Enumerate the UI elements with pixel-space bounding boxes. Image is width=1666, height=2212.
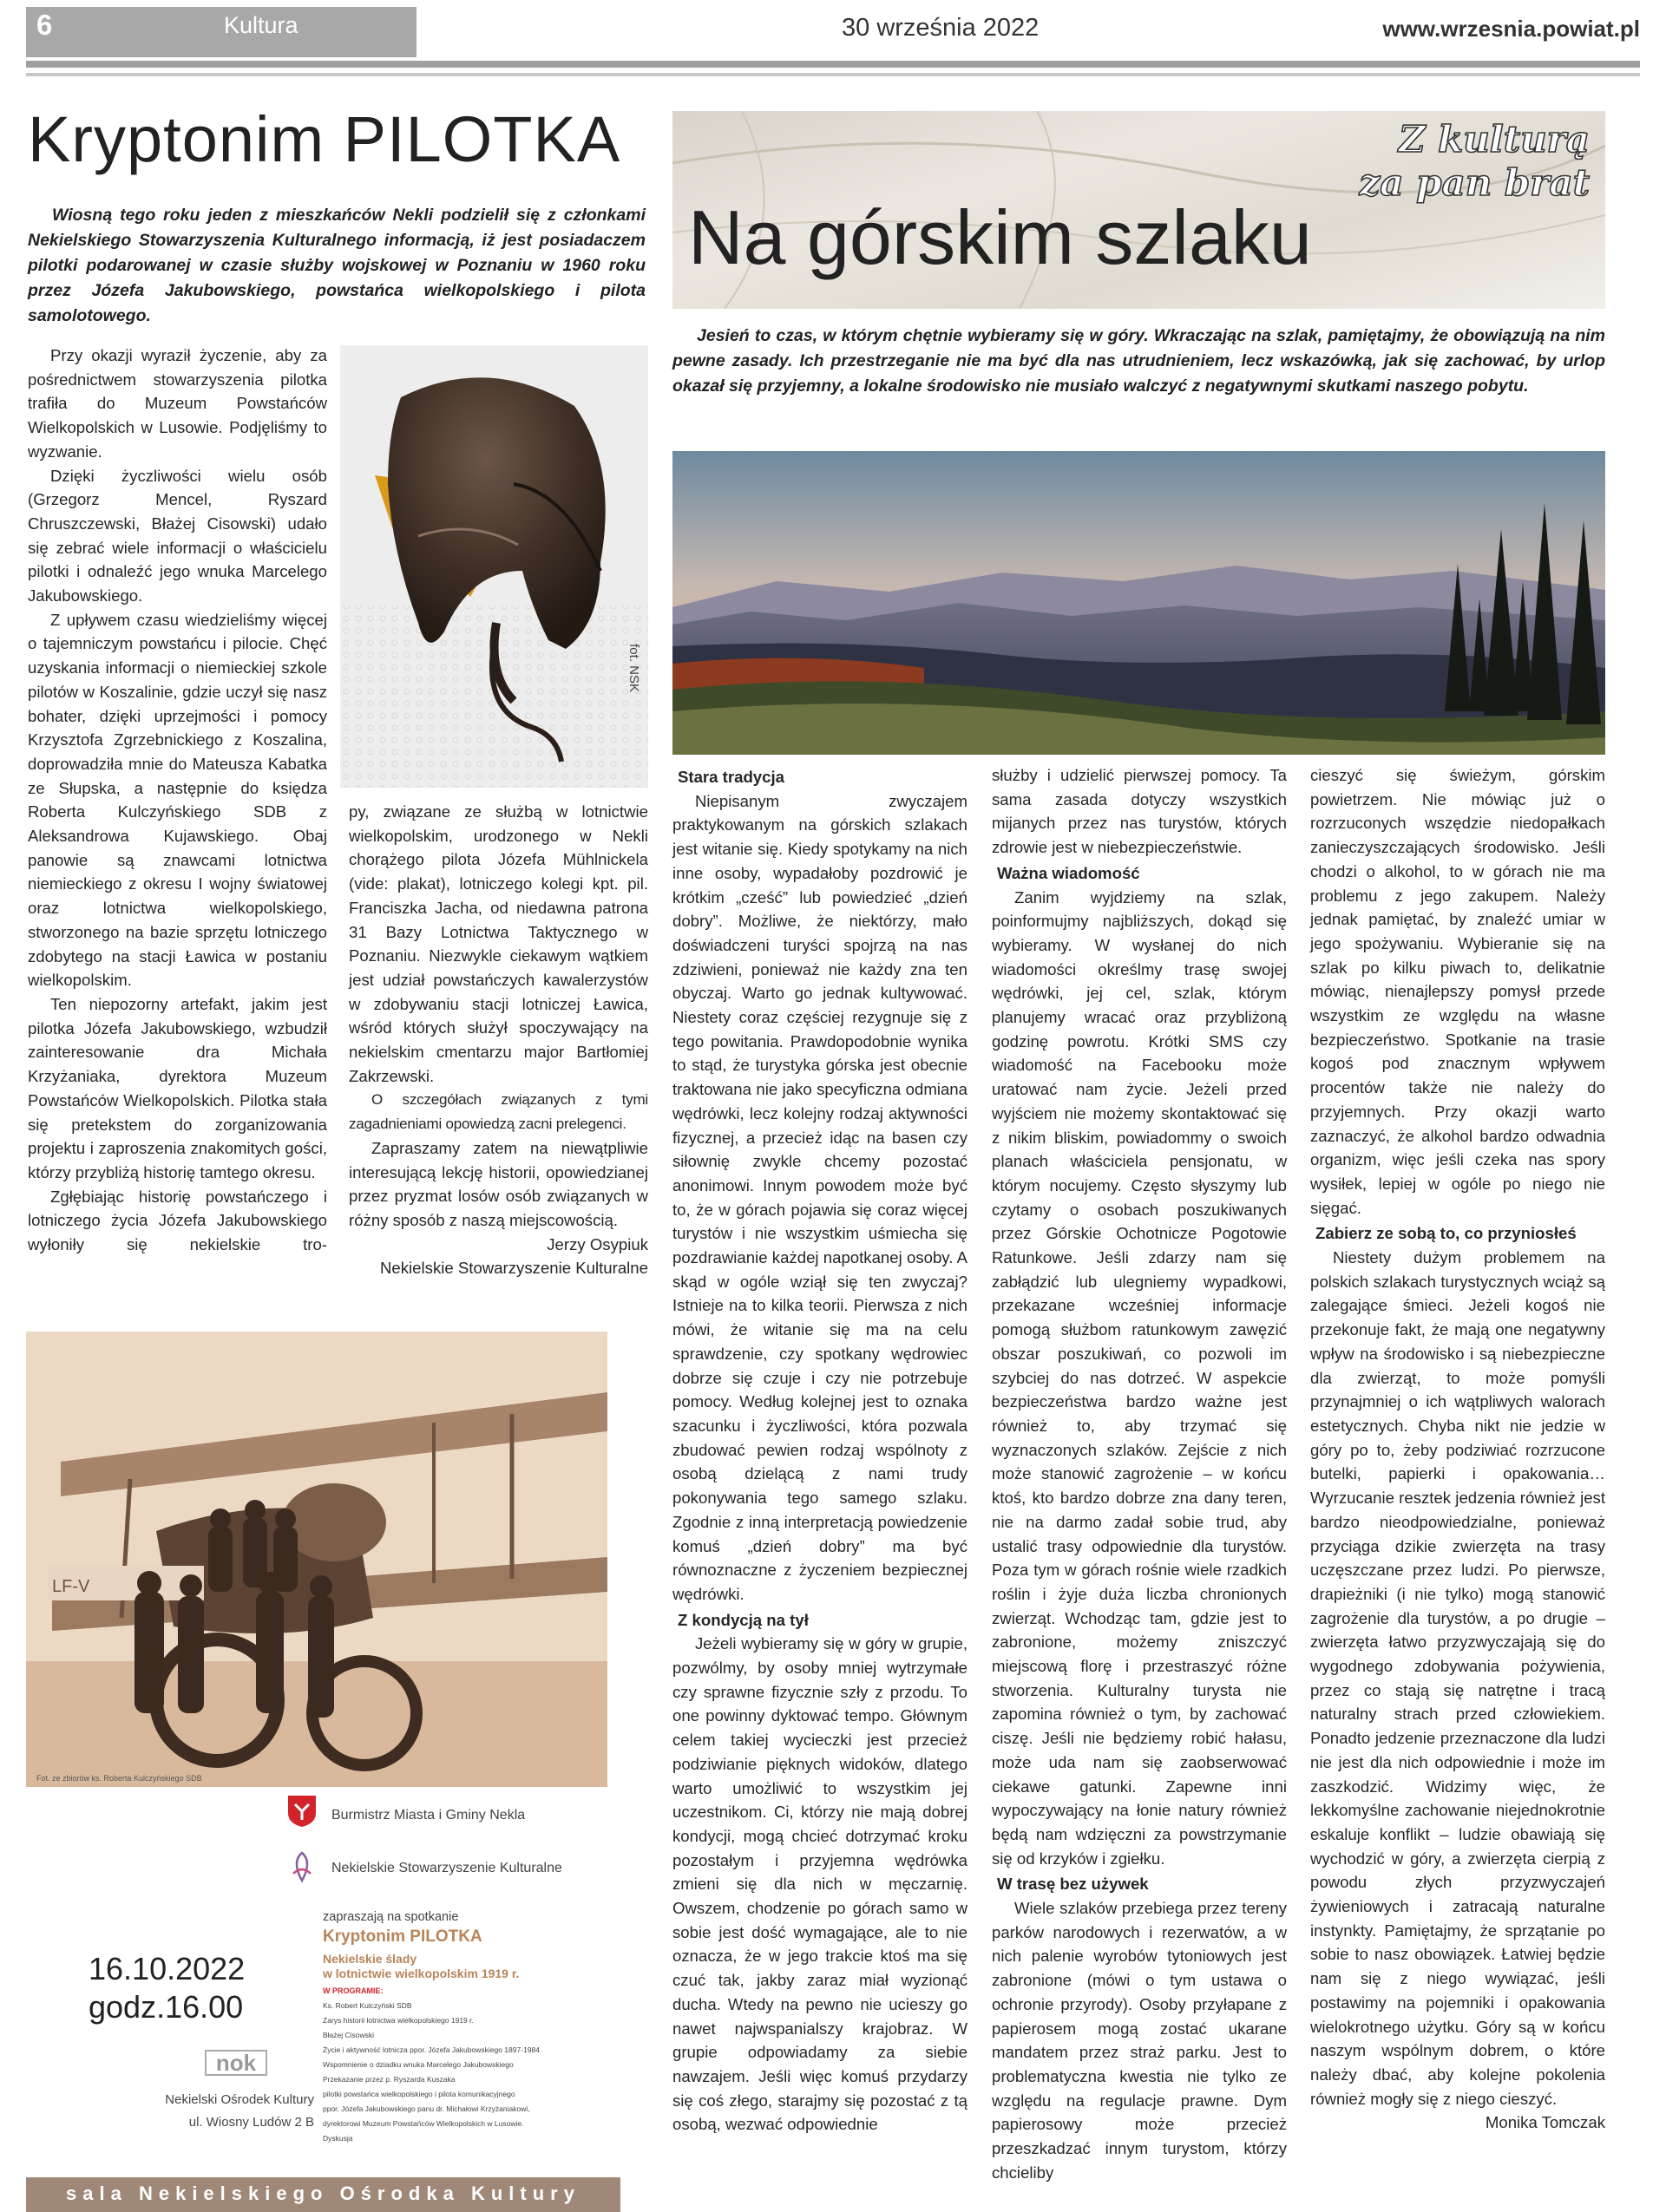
article2-paragraph: cieszyć się świeżym, górskim powietrzem. Nie mówiąc już o rozrzuconych wszędzie niedopałkach zanieczyszczających środowisko. Jeśli chodzi o alkohol, to w górach nie ma problemu z jego zakupem. Należy jednak pamiętać, by znaleźć umiar w jego spożywaniu. Wybieranie się na szlak po kilku piwach to, delikatnie mówiąc, nienajlepszy pomysł przede wszystkim ze względu na własne bezpieczeństwo. Spotkanie na trasie kogoś pod znacznym wpływem procentów także nie należy do przyjemnych. Przy okazji warto zaznaczyć, że alkohol bardzo odwadnia organizm, więc jeśli czeka nas spory wysiłek, lepiej w ogóle po niego nie sięgać. <box>1310 766 1605 1217</box>
poster-program-item: pilotki powstańca wielkopolskiego i pilota komunikacyjnego <box>323 2090 515 2098</box>
event-poster <box>26 1787 620 2212</box>
poster-program-item: Błażej Cisowski <box>323 2031 375 2039</box>
article1-paragraph: Ten niepozorny artefakt, jakim jest pilotka Józefa Jakubowskiego, wzbudził zainteresowanie dra Michała Krzyżaniaka, dyrektora Muzeum Powstańców Wielkopolskich. Pilotka stała się pretekstem do zorganizowania projektu i zaproszenia znakomitych gości, którzy przybliżą historię tamtego okresu. <box>28 994 327 1181</box>
page-header <box>26 0 1640 59</box>
section-heading: W trasę bez używek <box>997 1875 1149 1894</box>
poster-program-label: W PROGRAMIE: <box>323 1986 384 1995</box>
section-heading: Z kondycją na tył <box>678 1610 809 1629</box>
article2-paragraph: Niepisanym zwyczajem praktykowanym na górskich szlakach jest witanie się. Kiedy spotykamy na nich inne osoby, wypadałoby pozdrowić je krótkim „cześć” lub powiedzieć „dzień dobry”. Możliwe, że niektórzy, mało doświadczeni turyści spojrzą na nas zdziwieni, ponieważ nie każdy zna ten obyczaj. Warto go jednak kultywować. Niestety coraz częściej rezygnuje się z tego powitania. Prawdopodobnie wynika to stąd, że turystyka górska jest obecnie traktowana nie jako specyficzna odmiana wędrówki, lecz kolejny rodzaj aktywności fizycznej, a przecież idąc na basen czy siłownię zwykle chcemy pozostać anonimowi. Innym powodem może być to, że w górach pojawia się coraz więcej turystów i nie wszystkim uśmiecha się pozdrawianie każdej napotkanej osoby. A skąd w ogóle wziął się ten zwyczaj? Istnieje na to kilka teorii. Pierwsza z nich mówi, że witanie się ma na celu sprawdzenie, czy spotkany wędrowiec dobrze się czuje i czy nie potrzebuje pomocy. Według kolejnej jest to oznaka szacunku i życzliwości, która pozwala zbudować pewien rodzaj wspólnoty z osobą dzielącą z nami trudy pokonywania tego samego szlaku. Zgodnie z inną interpretacją powiedzenie komuś „dzień dobry” ma być równoznaczne z życzeniem bezpiecznej wędrówki. <box>672 791 967 1603</box>
poster-program-item: Zarys historii lotnictwa wielkopolskiego 1919 r. <box>323 2016 474 2025</box>
section-heading: Stara tradycja <box>678 768 784 786</box>
article1-paragraph: Dzięki życzliwości wielu osób (Grzegorz Mencel, Ryszard Chruszczewski, Błażej Cisowski) udało się zebrać wiele informacji o właścicielu pilotki i odnaleźć jego wnuka Marcelego Jakubowskiego. <box>28 466 327 605</box>
section-heading: Ważna wiadomość <box>997 863 1140 882</box>
poster-subtitle1: Nekielskie ślady <box>323 1952 417 1966</box>
article1-column-2 <box>349 800 648 1280</box>
poster-program-item: ppor. Józefa Jakubowskiego panu dr. Michałowi Krzyżaniakowi, <box>323 2104 530 2113</box>
section-tab <box>26 7 416 57</box>
article2-column-2 <box>992 763 1287 2184</box>
article1-title: Kryptonim PILOTKA <box>28 103 621 175</box>
article1-author-org: Nekielskie Stowarzyszenie Kulturalne <box>379 1259 648 1278</box>
header-rule <box>26 61 1640 68</box>
article2-column-1 <box>672 763 967 2137</box>
header-rule-thin <box>26 73 1640 76</box>
article1-paragraph: Z upływem czasu wiedzieliśmy więcej o tajemniczym powstańcu i pilocie. Chęć uzyskania informacji o niemieckiej szkole pilotów w Koszalinie, gdzie uczył się nasz bohater, dzięki uprzejmości i pomocy Krzysztofa Zgrzebnickiego z Koszalina, doprowadziła mnie do Mateusza Kabatka ze Słupska, a następnie do księdza Roberta Kulczyńskiego SDB z Aleksandrowa Kujawskiego. Obaj panowie są znawcami lotnictwa niemieckiego z okresu I wojny światowej oraz lotnictwa wielkopolskiego, stworzonego na bazie sprzętu lotniczego zdobytego na stacji Ławica w postaniu wielkopolskim. <box>28 610 327 990</box>
article1-paragraph: Przy okazji wyraził życzenie, aby za pośrednictwem stowarzyszenia pilotka trafiła do Muzeum Powstańców Wielkopolskich w Lusowie. Podjęliśmy to wyzwanie. <box>28 346 327 461</box>
poster-program <box>323 1999 609 2146</box>
page-number: 6 <box>36 9 53 41</box>
poster-venue1: Nekielski Ośrodek Kultury <box>165 2092 314 2107</box>
series-tagline <box>1359 118 1590 205</box>
poster-time: godz.16.00 <box>89 1989 244 2025</box>
issue-date: 30 września 2022 <box>842 14 1040 42</box>
nekla-coat-of-arms-icon <box>286 1794 318 1829</box>
poster-program-item: Ks. Robert Kulczyński SDB <box>323 2001 412 2010</box>
poster-footer-bar <box>26 2177 620 2212</box>
svg-text:LF-V: LF-V <box>52 1577 90 1596</box>
article2-lead <box>672 324 1605 399</box>
biplane-image <box>26 1332 607 1787</box>
article2-banner <box>672 111 1605 309</box>
section-name: Kultura <box>224 12 298 38</box>
poster-footer: sala Nekielskiego Ośrodka Kultury <box>66 2183 580 2204</box>
biplane-photo <box>26 1332 607 1787</box>
poster-program-item: Przekazanie przez p. Ryszarda Kuszaka <box>323 2075 456 2084</box>
article1-paragraph: py, związane ze służbą w lotnictwie wielkopolskim, urodzonego w Nekli chorążego pilota Józefa Mühlnickela (vide: plakat), lotniczego kolegi kpt. pil. Franciszka Jacha, od niedawna patrona 31 Bazy Lotnictwa Taktycznego w Poznaniu. Niezwykle ciekawym wątkiem jest udział powstańczych kawalerzystów w zdobywaniu stacji lotniczej Ławica, wśród których służył spoczywający na nekielskim cmentarzu major Bartłomiej Zakrzewski. <box>349 802 648 1085</box>
series-tagline-1: Z kulturą <box>1398 118 1590 160</box>
article1-lead <box>28 203 646 329</box>
pilot-helmet-image <box>340 345 648 788</box>
article1-lead-text: Wiosną tego roku jeden z mieszkańców Nekli podzielił się z członkami Nekielskiego Stowarzyszenia Kulturalnego informacją, iż jest posiadaczem pilotki podarowanej w czasie służby wojskowej w Poznaniu w 1960 roku przez Józefa Jakubowskiego, powstańca wielkopolskiego i pilota samolotowego. <box>28 206 646 325</box>
poster-program-item: dyrektorowi Muzeum Powstańców Wielkopolskich w Lusowie. <box>323 2119 524 2128</box>
website-link[interactable]: www.wrzesnia.powiat.pl <box>1382 16 1640 42</box>
article1-column-1 <box>28 344 327 1257</box>
article2-author: Monika Tomczak <box>1485 2113 1605 2132</box>
mountain-photo <box>672 451 1605 755</box>
poster-title: Kryptonim PILOTKA <box>323 1927 482 1946</box>
article2-paragraph: Jeżeli wybieramy się w góry w grupie, pozwólmy, by osoby mniej wytrzymałe czy sprawne fizycznie szły z przodu. To one powinny dyktować tempo. Głównym celem takiej wycieczki jest przecież podziwianie pięknych widoków, dlatego warto umożliwić to wszystkim jej uczestnikom. Ci, którzy nie mają dobrej kondycji, mogą chcieć dotrzymać kroku pozostałym i przyjemna wędrówka zmieni się dla nich w męczarnię. Owszem, chodzenie po górach samo w sobie jest dość wymagające, ale to nie oznacza, że w jego trakcie ktoś ma się czuć tak, jakby zaraz miał wyzionąć ducha. Wtedy na pewno nie ucieszy go nawet najwspanialszy krajobraz. W grupie odpowiadamy za siebie nawzajem. Jeśli więc komuś przydarzy się coś złego, starajmy się pozostać z tą osobą, wezwać odpowiednie <box>672 1634 967 2134</box>
nsk-logo-icon <box>286 1849 318 1884</box>
poster-invite: zapraszają na spotkanie <box>323 1910 459 1924</box>
article1-paragraph: Zgłębiając historię powstańczego i lotniczego życia Józefa Jakubowskiego wyłoniły się nekielskie tro- <box>28 1187 327 1254</box>
helmet-photo-credit: fot. NSK <box>626 644 641 692</box>
poster-program-item: Życie i aktywność lotnicza ppor. Józefa Jakubowskiego 1897-1984 <box>323 2045 540 2054</box>
article2-column-3 <box>1310 763 1605 2135</box>
article2-paragraph: Niestety dużym problemem na polskich szlakach turystycznych wciąż są zalegające śmieci. Jeżeli kogoś nie przekonuje fakt, że mają one negatywny wpływ na środowisko i są niebezpieczne dla zwierząt, to może pomyśli przynajmniej o ich wątpliwych walorach estetycznych. Chyba nikt nie jedzie w góry po to, żeby podziwiać rozrzucone butelki, papierki i opakowania… Wyrzucanie resztek jedzenia również jest bardzo nieodpowiedzialne, ponieważ przyciąga dzikie zwierzęta na trasy uczęszczane przez ludzi. Po pierwsze, drapieżniki (i nie tylko) mogą stanowić zagrożenie dla turystów, a po drugie – zwierzęta łatwo przyzwyczajają się do wygodnego zdobywania pożywienia, przez co stają się natrętne i tracą naturalny strach przed człowiekiem. Ponadto jedzenie przeznaczone dla ludzi nie jest dla nich odpowiednie i może im zaszkodzić. Widzimy więc, że lekkomyślne zachowanie niejednokrotnie eskaluje konflikt – ludzie obawiają się wychodzić w góry, a zwierzęta cierpią z powodu złych przyzwyczajeń żywieniowych i zatracają naturalne instynkty. Pamiętajmy, że sprzątanie po sobie to nasz obowiązek. Łatwiej będzie nam się z niego wywiązać, jeśli postawimy na pojemniki i opakowania wielokrotnego użytku. Góry są w końcu naszym wspólnym dobrem, o które należy dbać, aby kolejne pokolenia również mogły się z niego cieszyć. <box>1310 1248 1605 2108</box>
poster-org2: Nekielskie Stowarzyszenie Kulturalne <box>331 1861 562 1875</box>
series-tagline-2: za pan brat <box>1359 161 1590 204</box>
section-heading: Zabierz ze sobą to, co przyniosłeś <box>1315 1224 1577 1243</box>
poster-venue2: ul. Wiosny Ludów 2 B <box>188 2115 314 2130</box>
article2-lead-text: Jesień to czas, w którym chętnie wybieramy się w góry. Wkraczając na szlak, pamiętajmy, że obowiązują na nim pewne zasady. Ich przestrzeganie nie ma być dla nas utrudnieniem, lecz wskazówką, jak się zachować, by urlop okazał się przyjemny, a lokalne środowisko nie musiało walczyć z negatywnymi skutkami naszego pobytu. <box>672 326 1605 396</box>
poster-subtitle2: w lotnictwie wielkopolskim 1919 r. <box>323 1967 520 1980</box>
article1-paragraph: Zapraszamy zatem na niewątpliwie interesującą lekcję historii, opowiedzianej przez pryzmat losów osób związanych w różny sposób z naszą miejscowością. <box>349 1138 648 1229</box>
nok-logo: nok <box>205 2050 267 2076</box>
poster-program-item: Wspomnienie o dziadku wnuka Marcelego Jakubowskiego <box>323 2060 514 2069</box>
poster-program-item: Dyskusja <box>323 2134 353 2143</box>
helmet-photo <box>340 345 648 788</box>
article2-paragraph: Wiele szlaków przebiega przez tereny parków narodowych i rezerwatów, a w nich palenie wyrobów tytoniowych jest zabronione (mówi o tym ustawa o ochronie przyrody). Osoby przyłapane z papierosem mogą zostać ukarane mandatem przez straż parku. Jest to problematyczna kwestia nie tylko ze względu na regulacje prawne. Dym papierosowy może przecież przeszkadzać innym turystom, którzy chcieliby <box>992 1899 1287 2182</box>
plane-photo-credit: Fot. ze zbiorów ks. Roberta Kulczyńskiego SDB <box>36 1774 202 1783</box>
poster-date: 16.10.2022 <box>89 1951 246 1986</box>
article1-author: Jerzy Osypiuk <box>547 1234 648 1253</box>
article2-paragraph: Zanim wyjdziemy na szlak, poinformujmy najbliższych, dokąd się wybieramy. W wysłanej do nich wiadomości określmy trasę swojej wędrówki, jej cel, szlak, którym planujemy wracać oraz przybliżoną godzinę powrotu. Krótki SMS czy wiadomość na Facebooku może uratować nam życie. Jeżeli przed wyjściem nie możemy skontaktować się z nikim bliskim, powiadommy o swoich planach właściciela pensjonatu, w którym nocujemy. Często słyszymy lub czytamy o osobach poszukiwanych przez Górskie Ochotnicze Pogotowie Ratunkowe. Jeśli zdarzy nam się zabłądzić lub ulegniemy wypadkowi, przekazane wcześniej informacje pomogą służbom ratunkowym zawęzić obszar poszukiwań, co pozwoli im szybciej do nas dotrzeć. W aspekcie bezpieczeństwa bardzo ważne jest również to, aby trzymać się wyznaczonych szlaków. Zejście z nich może stanowić zagrożenie – w końcu ktoś, kto bardzo dobrze zna dany teren, nie na darmo zadał sobie trud, aby ustalić trasy odpowiednie dla turystów. Poza tym w górach rośnie wiele rzadkich roślin i żyje duża liczba chronionych zwierząt. Wchodząc tam, gdzie jest to zabronione, możemy zniszczyć miejscową florę i przestraszyć różne stworzenia. Kulturalny turysta nie zapomina również o tym, by zachować ciszę. Jeśli nie będziemy robić hałasu, może uda nam się zaobserwować ciekawe gatunki. Zapewne inni wypoczywający na łonie natury również będą nam wdzięczni za powstrzymanie się od krzyków i zgiełku. <box>992 887 1287 1868</box>
article1-paragraph: O szczegółach związanych z tymi zagadnieniami opowiedzą zacni prelegenci. <box>349 1091 648 1133</box>
poster-org1: Burmistrz Miasta i Gminy Nekla <box>331 1808 526 1823</box>
article2-paragraph: służby i udzielić pierwszej pomocy. Ta sama zasada dotyczy wszystkich mijanych przez nas turystów, których zdrowie jest w niebezpieczeństwie. <box>992 766 1287 857</box>
article2-title: Na górskim szlaku <box>688 194 1312 280</box>
mountain-landscape-image <box>672 451 1605 755</box>
